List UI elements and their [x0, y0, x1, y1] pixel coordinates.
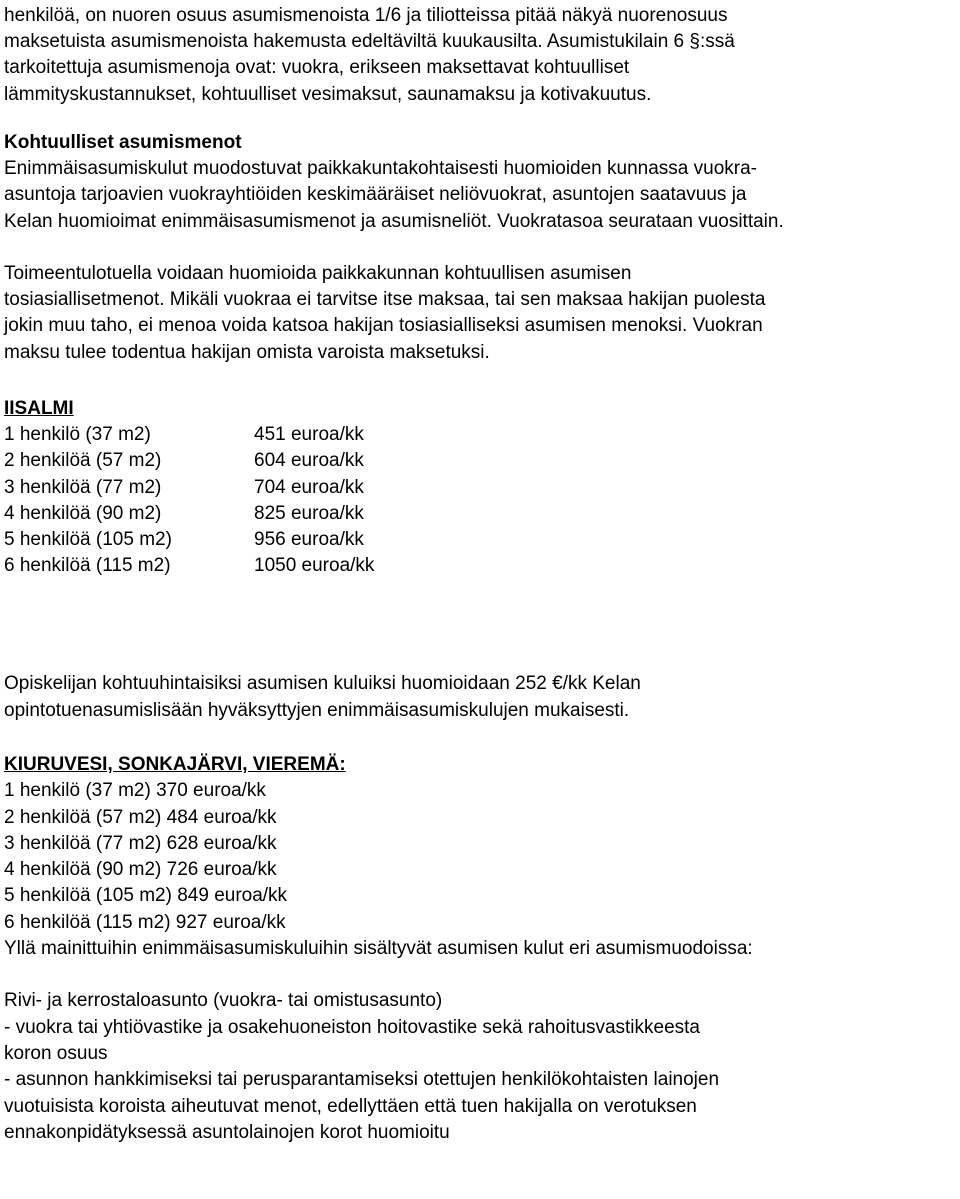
- text-line: Rivi- ja kerrostaloasunto (vuokra- tai omistusasunto): [4, 990, 443, 1012]
- income-support-paragraph: [4, 261, 954, 366]
- household-size: 2 henkilöä (57 m2): [4, 450, 162, 472]
- list-item: 5 henkilöä (105 m2) 849 euroa/kk: [4, 885, 288, 907]
- table-row: [4, 501, 954, 527]
- text-line: - vuokra tai yhtiövastike ja osakehuoneiston hoitovastike sekä rahoitusvastikkeesta: [4, 1016, 700, 1038]
- text-line: ennakonpidätyksessä asuntolainojen korot huomioitu: [4, 1121, 450, 1143]
- text-line: jokin muu taho, ei menoa voida katsoa hakijan tosiasialliseksi asumisen menoksi. Vuokran: [4, 315, 763, 337]
- kiuruvesi-heading: KIURUVESI, SONKAJÄRVI, VIEREMÄ:: [4, 754, 346, 776]
- list-item: 3 henkilöä (77 m2) 628 euroa/kk: [4, 832, 277, 854]
- max-rent: 604 euroa/kk: [254, 450, 364, 472]
- household-size: 4 henkilöä (90 m2): [4, 502, 162, 524]
- costs-note: Yllä mainittuihin enimmäisasumiskuluihin sisältyvät asumisen kulut eri asumismuodoissa:: [4, 938, 753, 959]
- max-rent: 1050 euroa/kk: [254, 555, 375, 577]
- table-row: [4, 448, 954, 474]
- rent-policy-paragraph: [4, 156, 954, 235]
- table-row: [4, 553, 954, 579]
- kiuruvesi-list: [4, 778, 954, 936]
- text-line: Kelan huomioimat enimmäisasumismenot ja asumisneliöt. Vuokratasoa seurataan vuosittain.: [4, 210, 784, 232]
- table-row: [4, 422, 954, 448]
- max-rent: 451 euroa/kk: [254, 424, 364, 446]
- household-size: 6 henkilöä (115 m2): [4, 555, 171, 577]
- text-line: vuotuisista koroista aiheutuvat menot, edellyttäen että tuen hakijalla on verotuksen: [4, 1095, 697, 1117]
- max-rent: 825 euroa/kk: [254, 502, 364, 524]
- iisalmi-heading: IISALMI: [4, 398, 74, 419]
- list-item: 2 henkilöä (57 m2) 484 euroa/kk: [4, 806, 277, 828]
- text-line: Toimeentulotuella voidaan huomioida paikkakunnan kohtuullisen asumisen: [4, 263, 632, 284]
- text-line: maksetuista asumismenoista hakemusta edeltäviltä kuukausilta. Asumistukilain 6 §:ssä: [4, 31, 735, 53]
- text-line: maksu tulee todentua hakijan omista varoista maksetuksi.: [4, 341, 490, 363]
- text-line: Opiskelijan kohtuuhintaisiksi asumisen kuluiksi huomioidaan 252 €/kk Kelan: [4, 673, 641, 695]
- table-row: [4, 475, 954, 501]
- text-line: tosiasiallisetmenot. Mikäli vuokraa ei tarvitse itse maksaa, tai sen maksaa hakijan puolesta: [4, 289, 766, 311]
- max-rent: 956 euroa/kk: [254, 529, 364, 551]
- text-line: henkilöä, on nuoren osuus asumismenoista 1/6 ja tiliotteissa pitää näkyä nuorenosuus: [4, 5, 728, 26]
- iisalmi-table: [4, 422, 954, 579]
- text-line: koron osuus: [4, 1043, 108, 1065]
- housing-costs-paragraph: [4, 988, 954, 1146]
- max-rent: 704 euroa/kk: [254, 476, 364, 498]
- text-line: tarkoitettuja asumismenoja ovat: vuokra, erikseen maksettavat kohtuulliset: [4, 57, 630, 79]
- household-size: 1 henkilö (37 m2): [4, 424, 151, 446]
- text-line: asuntoja tarjoavien vuokrayhtiöiden keskimääräiset neliövuokrat, asuntojen saatavuus ja: [4, 184, 747, 206]
- student-paragraph: [4, 671, 954, 723]
- table-row: [4, 527, 954, 553]
- text-line: opintotuenasumislisään hyväksyttyjen enimmäisasumiskulujen mukaisesti.: [4, 699, 630, 721]
- text-line: Enimmäisasumiskulut muodostuvat paikkakuntakohtaisesti huomioiden kunnassa vuokra-: [4, 158, 757, 180]
- intro-paragraph: [4, 3, 954, 108]
- list-item: 6 henkilöä (115 m2) 927 euroa/kk: [4, 911, 286, 933]
- list-item: 4 henkilöä (90 m2) 726 euroa/kk: [4, 859, 277, 881]
- text-line: - asunnon hankkimiseksi tai perusparantamiseksi otettujen henkilökohtaisten lainojen: [4, 1069, 720, 1091]
- section-heading: Kohtuulliset asumismenot: [4, 132, 242, 153]
- household-size: 3 henkilöä (77 m2): [4, 476, 162, 498]
- household-size: 5 henkilöä (105 m2): [4, 529, 172, 551]
- list-item: 1 henkilö (37 m2) 370 euroa/kk: [4, 780, 266, 802]
- document-page: [4, 3, 954, 1146]
- text-line: lämmityskustannukset, kohtuulliset vesimaksut, saunamaksu ja kotivakuutus.: [4, 83, 652, 105]
